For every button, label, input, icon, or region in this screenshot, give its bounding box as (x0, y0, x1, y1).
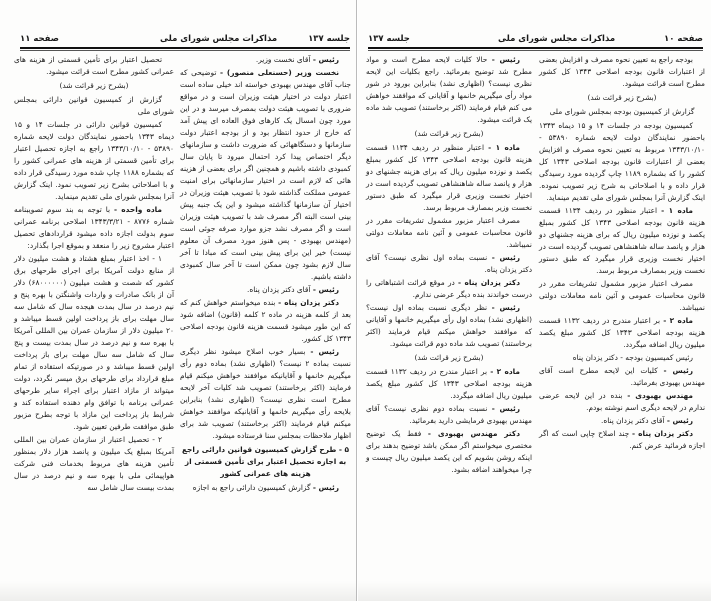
page-number: صفحه ۱۱ (20, 34, 59, 44)
centered-note (539, 106, 705, 118)
paragraph (14, 434, 174, 494)
paragraph-text: مصرف اعتبار مزبور مشمول تشریفات مقرر در قانون محاسبات عمومی و آئین نامه معاملات دولتی نمیباشد. (539, 279, 705, 312)
centered-note (366, 352, 532, 364)
paragraph-text: گزارش از کمیسیون قوانین دارائی بمجلس شورای ملی (14, 95, 174, 116)
speaker-name: رئیس - (491, 404, 520, 413)
paragraph (366, 366, 532, 402)
paragraph-text: آقای دکتر یزدان پناه. (247, 285, 313, 294)
paragraph-text: فقط یک توضیح مختصری میخواستم اگر ممکن باشد توضیح بدهند برای اینکه روشن بشویم که این یکصد میلیون ریال چیست و چرا میخواهند اضافه بشود. (366, 429, 532, 474)
speaker-name: رئیس - (312, 285, 339, 294)
paragraph-text: آقای نخست وزیر. (255, 55, 313, 64)
paragraph (539, 390, 705, 414)
paragraph (14, 54, 174, 78)
paragraph-text: بنده در این لایحه عرضی ندارم در لایحه دیگری اسم نوشته بودم. (539, 391, 705, 412)
paragraph (539, 120, 705, 204)
paragraph-text: (بشرح زیر قرائت شد) (414, 353, 484, 362)
paragraph (366, 215, 532, 251)
speaker-name: رئیس - (312, 483, 339, 492)
header-rule-thin (20, 50, 350, 51)
paragraph-text: در موقع قرائت اشتباهاتی را درست خواندند بنده دیگر عرضی ندارم. (366, 278, 532, 299)
text-column-left (366, 54, 532, 477)
paragraph-text: ۱ - اخذ اعتبار بمبلغ هشتاد و هشت میلیون دلار از منابع دولت آمریکا برای اجرای طرحهای برق کشور که شصت و هشت میلیون (۶۸۰۰۰۰۰۰) دلار آن از بانک صادرات و واردات واشنگتن با بهره پنج و نیم درصد در سال بمدت هیجده سال که شامل سه سال مهلت برای باز پرداخت اولین قسط میباشد و ۲۰ میلیون دلار از سازمان عمران بین المللی آمریکا با بهره سه و نیم درصد در سال بمدت بیست و پنج سال که شامل سه سال مهلت برای باز پرداخت اولین قسط میباشد و در صورتیکه استفاده از تمام مبلغ قرارداد برای طرحهای برق میسر نگردد، دولت میتواند از مازاد اعتبار برای اجراء سایر طرحهای عمرانی برنامه با توافق وام دهنده استفاده کند و شرایط باز پرداخت این مازاد با توجه بطرح مزبور طبق موافقت طرفین تعیین شود. (14, 254, 174, 431)
paragraph (180, 284, 351, 296)
section-heading (180, 444, 351, 480)
paragraph-text: تحصیل اعتبار برای تأمین قسمتی از هزینه های عمرانی کشور مطرح است قرائت میشود. (14, 55, 174, 76)
speaker-name: رئیس - (491, 55, 520, 64)
paragraph-text: چند اصلاح چاپی است که اگر اجازه فرمائید عرض کنم. (539, 429, 705, 450)
speaker-name: رئیس - (666, 416, 693, 425)
paragraph (180, 297, 351, 345)
paragraph (14, 94, 174, 118)
page-header (368, 34, 703, 46)
speaker-name: رئیس - (491, 303, 520, 312)
speaker-name: رئیس - (491, 253, 520, 262)
centered-note (366, 128, 532, 140)
text-column-right (539, 54, 705, 453)
paragraph-text: نسبت بماده اول نظری نیست؟ آقای دکتر یزدان پناه. (366, 253, 532, 274)
paragraph-text: گزارش از کمیسیون بودجه بمجلس شورای ملی (549, 107, 695, 116)
page-header (20, 34, 350, 46)
paragraph (366, 277, 532, 301)
paragraph-text: کلیات این لایحه مطرح است آقای مهندس بهبودی بفرمائید. (539, 366, 705, 387)
paragraph (14, 119, 174, 203)
paragraph (366, 142, 532, 214)
speaker-name: ماده واحده - (114, 205, 162, 214)
paragraph-text: توضیحی که جناب آقای مهندس بهبودی خواسته اند خیلی ساده است اعتبار دولت در اختیار هیئت وزیران است و در مواقع ضروری با تصویب هیئت دولت بمصرف میرسد و در این مورد چون امسال یک کارهای فوق العاده ای پیش آمد که خارج از حدود انتظار بود و از بودجه اعتبار دولت سازمانها و دستگاههائی که ضرورت داشت و سازمانهای دیگر اختصاص پیدا کرد احتمال میرود تا پایان سال کمبودی داشته باشیم و همچنین اگر برای بعضی از هزینه هائی که لازم است در اختیار سازمانهائی برای امنیت عمومی مملکت گذاشته شود با تصویب هیئت وزیران در اختیار آن سازمانها گذاشته میشود و این یک جنبه پیش بینی است البته اگر مصرف شد با تصویب هیئت وزیران است و اگر مصرف نشد جزو موارد صرفه جوئی است (مهندس بهبودی - پس هنوز مورد مصرف آن معلوم نیست) خیر این برای پیش بینی است که مبادا تا آخر سال لازم بشود چون ممکن است تا آخر سال کمبودی داشته باشیم. (180, 68, 351, 281)
paragraph (366, 302, 532, 350)
paragraph-text: با توجه به بند سوم تصویبنامه شماره ۸۷۷۶ - ۱۳۴۳/۳/۲۱ اصلاحی برنامه عمرانی سوم بدولت اجازه داده میشود قراردادهای تحصیل اعتبار مشروح زیر را منعقد و بموقع اجرا بگذارد: (14, 205, 174, 250)
centered-note (14, 80, 174, 92)
speaker-name: رئیس - (312, 55, 339, 64)
scan-shadow (0, 581, 356, 601)
paragraph (539, 54, 705, 90)
paragraph-text: بر اعتبار مندرج در ردیف ۱۱۳۲ قسمت هزینه بودجه اصلاحی ۱۳۴۳ کل کشور مبلغ یکصد میلیون ریال اضافه میگردد. (366, 367, 532, 400)
speaker-name: دکتر یزدان پناه - (278, 298, 339, 307)
paragraph (366, 54, 532, 126)
paragraph-text: رئیس کمیسیون بودجه - دکتر یزدان پناه (572, 353, 693, 362)
scan-shadow (358, 581, 711, 601)
paragraph-text: اعتبار منظور در ردیف ۱۱۳۴ قسمت هزینه قانون بودجه اصلاحی ۱۳۴۳ کل کشور بمبلغ یکصد و نوزده میلیون ریال که برای هزینه جشنهای دو هزار و پانصد ساله شاهنشاهی تصویب گردیده است در اختیار نخست وزیری قرار میگیرد که طبق دستور نخست وزیر بمصارف مربوط برسد. (539, 206, 705, 275)
speaker-name: مهندس بهبودی - (627, 391, 694, 400)
paragraph (366, 403, 532, 427)
right-page (358, 0, 711, 601)
paragraph (366, 428, 532, 476)
publication-title: مذاکرات مجلس شورای ملی (498, 34, 616, 44)
paragraph-text: آقای دکتر یزدان پناه. (601, 416, 667, 425)
paragraph-text: ۵ - طرح گزارش کمیسیون قوانین دارائی راجع به اجازه تحصیل اعتبار برای تأمین قسمتی از هزینه های عمرانی کشور (181, 445, 350, 478)
page-number: صفحه ۱۰ (664, 34, 703, 44)
paragraph (180, 54, 351, 66)
centered-note (539, 92, 705, 104)
session-number: جلسه ۱۳۷ (368, 34, 410, 44)
paragraph-text: نسبت بماده دوم نظری نیست؟ آقای مهندس بهبودی فرمایشی دارید بفرمائید. (366, 404, 532, 425)
paragraph (366, 252, 532, 276)
speaker-name: ماده ۱ - (661, 206, 693, 215)
speaker-name: ماده ۲ - (490, 367, 520, 376)
header-rule (368, 47, 703, 49)
paragraph (180, 67, 351, 283)
paragraph-text: بر اعتبار مندرج در ردیف ۱۱۳۲ قسمت هزینه بودجه اصلاحی ۱۳۴۳ کل کشور مبلغ یکصد میلیون ریال اضافه میگردد. (539, 316, 705, 349)
paragraph-text: نظر دیگری نسبت بماده اول نیست؟ (اظهاری نشد) بماده اول رأی میگیریم خانمها و آقایانی که موافقند خواهش میکنم قیام فرمایند (اکثر برخاستند) تصویب شد ماده دوم قرائت میشود. (366, 303, 532, 348)
paragraph-text: اعتبار منظور در ردیف ۱۱۳۴ قسمت هزینه قانون بودجه اصلاحی ۱۳۴۳ کل کشور بمبلغ یکصد و نوزده میلیون ریال که برای هزینه جشنهای دو هزار و پانصد ساله شاهنشاهی تصویب گردیده است در اختیار نخست وزیری قرار میگیرد که طبق دستور نخست وزیر بمصارف مربوط برسد. (366, 143, 532, 212)
paragraph (539, 352, 705, 364)
speaker-name: ماده ۲ - (663, 316, 693, 325)
speaker-name: رئیس - (663, 366, 693, 375)
speaker-name: نخست وزیر (حسنعلی منصور) - (219, 68, 339, 77)
paragraph-text: بسیار خوب اصلاح میشود نظر دیگری نسبت بماده ۲ نیست؟ (اظهاری نشد) بماده دوم رأی میگیریم خانمها و آقایانیکه موافقند خواهش میکنم قیام فرمایند (اکثر برخاستند) تصویب شد کلیات آخر لایحه مطرح است نظری نیست؟ (اظهاری نشد) بنابراین بلایحه رأی میگیریم خانمها و آقایانیکه موافقند خواهش میکنم قیام فرمایند (اکثر برخاستند) تصویب شد برای اظهار ملاحظات بمجلس سنا فرستاده میشود. (180, 347, 351, 440)
speaker-name: ماده ۱ - (488, 143, 520, 152)
paragraph-text: کمیسیون قوانین دارائی در جلسات ۱۴ و ۱۵ دیماه ۱۳۴۳ باحضور نمایندگان دولت لایحه شماره ۵۳۸۹۰ - ۱۳۴۳/۱۰/۱۰ راجع به اجازه تحصیل اعتبار برای تأمین قسمتی از هزینه های عمرانی کشور را که بشماره ۱۱۸۸ چاپ شده مورد رسیدگی قرار داده و با اصلاحاتی بشرح زیر تصویب نمود. اینک گزارش آنرا بمجلس شورای ملی تقدیم مینماید. (14, 120, 175, 201)
paragraph (539, 278, 705, 314)
paragraph-text: ۲ - تحصیل اعتبار از سازمان عمران بین المللی آمریکا بمبلغ یک میلیون و پانصد هزار دلار بمنظور تأمین هزینه های مربوط بخدمات فنی شرکت هواپیمائی ملی با بهره سه و نیم درصد در سال بمدت بیست سال شامل سه (14, 435, 174, 492)
paragraph-text: (بشرح زیر قرائت شد) (59, 81, 129, 90)
paragraph (539, 205, 705, 277)
paragraph (539, 315, 705, 351)
speaker-name: دکتر یزدان پناه - (458, 278, 520, 287)
paragraph-text: کمیسیون بودجه در جلسات ۱۴ و ۱۵ دیماه ۱۳۴۳ باحضور نمایندگان دولت لایحه شماره ۵۳۸۹۰ - ۱۳۴۳/۱۰/۱۰ مربوط به تعیین نحوه مصرف و افزایش بعضی از اعتبارات قانون بودجه اصلاحی ۱۳۴۳ کل کشور را که بشماره ۱۱۸۹ چاپ گردیده مورد رسیدگی قرار داده و با اصلاحاتی به شرح زیر تصویب نموده. اینک گزارش آنرا بمجلس شورای ملی تقدیم مینماید. (539, 121, 705, 202)
paragraph (539, 365, 705, 389)
speaker-name: رئیس - (310, 347, 339, 356)
paragraph (180, 346, 351, 442)
paragraph (539, 415, 705, 427)
header-rule (20, 47, 350, 49)
paragraph-text: بودجه راجع به تعیین نحوه مصرف و افزایش بعضی از اعتبارات قانون بودجه اصلاحی ۱۳۴۳ کل کشور مطرح است قرائت میشود. (539, 55, 705, 88)
paragraph (14, 204, 174, 252)
paragraph (539, 428, 705, 452)
paragraph-text: حالا کلیات لایحه مطرح است و مواد مطرح شد توضیح بفرمائید. راجع بکلیات این لایحه نظری نیست؟ (اظهاری نشد) بنابراین بورود در شور مواد رأی میگیریم خانمها و آقایانی که موافقند خواهش می کنم قیام فرمایند (اکثر برخاستند) تصویب شد ماده یک قرائت میشود. (366, 55, 532, 124)
paragraph-text: مصرف اعتبار مزبور مشمول تشریفات مقرر در قانون محاسبات عمومی و آئین نامه معاملات دولتی نمیباشد. (366, 216, 532, 249)
text-column-left (14, 54, 174, 495)
paragraph-text: (بشرح زیر قرائت شد) (587, 93, 657, 102)
paragraph-text: گزارش کمیسیون دارائی راجع به اجازه (192, 483, 313, 492)
publication-title: مذاکرات مجلس شورای ملی (160, 34, 278, 44)
text-column-right (180, 54, 351, 495)
paragraph-text: بنده میخواستم خواهش کنم که بعد از کلمه هزینه در ماده ۲ کلمه (قانون) اضافه شود که این طور میشود قسمت هزینه قانون بودجه اصلاحی ۱۳۴۳ کل کشور. (180, 298, 351, 343)
paragraph (14, 253, 174, 433)
speaker-name: دکتر یزدان پناه - (632, 429, 693, 438)
speaker-name: دکتر مهندس بهبودی - (427, 429, 520, 438)
paragraph-text: (بشرح زیر قرائت شد) (414, 129, 484, 138)
header-rule-thin (368, 50, 703, 51)
paragraph (180, 482, 351, 494)
session-number: جلسه ۱۳۷ (308, 34, 350, 44)
